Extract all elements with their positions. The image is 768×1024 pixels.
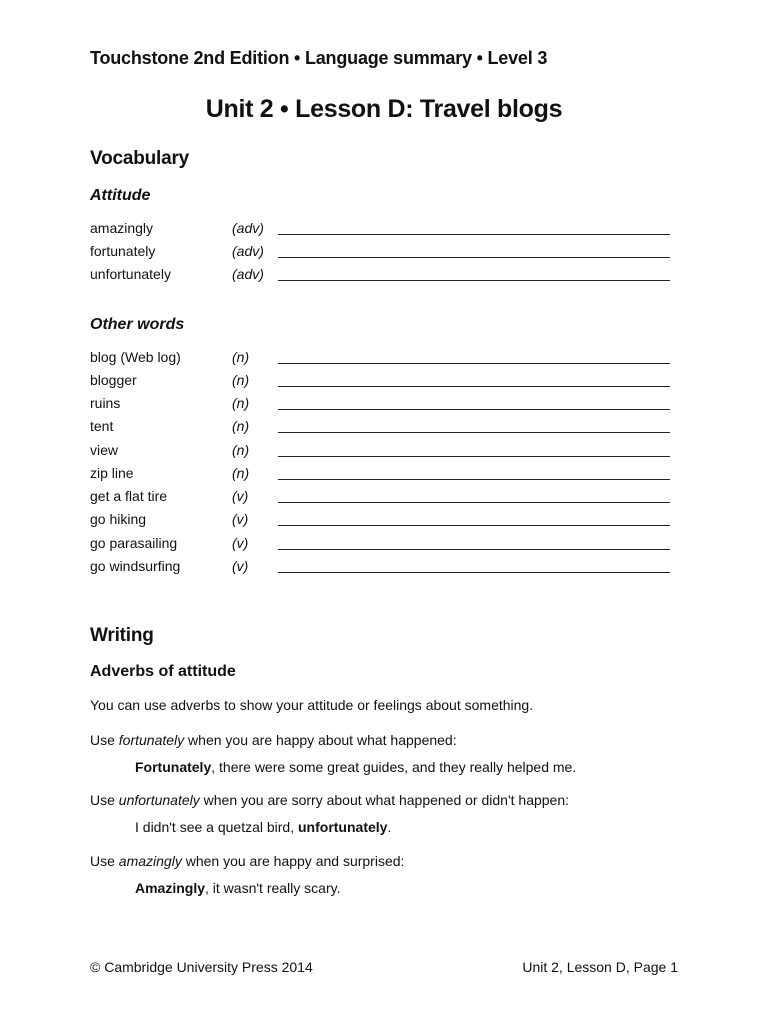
answer-line[interactable] [278,456,670,457]
vocab-pos: (n) [232,395,250,411]
vocab-row [90,395,690,417]
example-text [135,819,391,835]
vocab-word: get a flat tire [90,488,168,504]
rule-term: unfortunately [118,792,200,808]
vocab-word: go windsurfing [90,558,181,574]
vocab-word: amazingly [90,220,154,236]
example-bold: Amazingly [135,880,206,896]
page-title: Unit 2 • Lesson D: Travel blogs [205,95,563,123]
vocab-pos: (adv) [232,220,264,236]
example-suffix: . [387,819,392,835]
answer-line[interactable] [278,363,670,364]
example-bold: unfortunately [298,819,388,835]
vocab-row [90,243,690,265]
other-words-heading: Other words [90,316,185,333]
vocab-word: go parasailing [90,535,178,551]
example-suffix: , it wasn't really scary. [205,880,341,896]
rule-suffix: when you are sorry about what happened or didn't happen: [199,792,570,808]
rule-text [90,792,569,808]
attitude-heading: Attitude [90,187,151,204]
vocab-row [90,349,690,371]
example-suffix: , there were some great guides, and they really helped me. [211,759,577,775]
vocab-pos: (n) [232,465,250,481]
vocab-row [90,465,690,487]
vocab-row [90,266,690,288]
footer-copyright: © Cambridge University Press 2014 [90,959,313,975]
adverbs-heading: Adverbs of attitude [90,663,236,680]
vocabulary-heading: Vocabulary [90,148,190,169]
vocab-word: ruins [90,395,121,411]
vocab-row [90,220,690,242]
example-text [135,880,340,896]
answer-line[interactable] [278,572,670,573]
answer-line[interactable] [278,386,670,387]
answer-line[interactable] [278,257,670,258]
vocab-word: go hiking [90,511,147,527]
answer-line[interactable] [278,409,670,410]
rule-term: amazingly [118,853,182,869]
answer-line[interactable] [278,280,670,281]
vocab-word: tent [90,418,114,434]
vocab-word: blogger [90,372,137,388]
answer-line[interactable] [278,479,670,480]
vocab-row [90,558,690,580]
writing-heading: Writing [90,625,154,646]
vocab-word: fortunately [90,243,156,259]
rule-suffix: when you are happy about what happened: [184,732,457,748]
intro-text: You can use adverbs to show your attitude or feelings about something. [90,697,534,713]
vocab-row [90,535,690,557]
answer-line[interactable] [278,432,670,433]
answer-line[interactable] [278,502,670,503]
vocab-word: unfortunately [90,266,171,282]
rule-prefix: Use [90,792,119,808]
rule-prefix: Use [90,853,119,869]
vocab-pos: (n) [232,349,250,365]
answer-line[interactable] [278,549,670,550]
answer-line[interactable] [278,525,670,526]
vocab-word: view [90,442,119,458]
vocab-pos: (v) [232,558,249,574]
rule-text [90,853,404,869]
vocab-word: blog (Web log) [90,349,181,365]
rule-prefix: Use [90,732,119,748]
vocab-row [90,372,690,394]
answer-line[interactable] [278,234,670,235]
example-prefix: I didn't see a quetzal bird, [135,819,298,835]
vocab-row [90,511,690,533]
page-header: Touchstone 2nd Edition • Language summary • Level 3 [90,48,548,68]
rule-text [90,732,457,748]
vocab-pos: (v) [232,488,249,504]
vocab-pos: (n) [232,418,250,434]
vocab-row [90,488,690,510]
vocab-row [90,418,690,440]
example-text [135,759,576,775]
rule-suffix: when you are happy and surprised: [181,853,405,869]
vocab-row [90,442,690,464]
footer-page-info: Unit 2, Lesson D, Page 1 [522,959,678,975]
vocab-pos: (v) [232,535,249,551]
rule-term: fortunately [118,732,185,748]
vocab-word: zip line [90,465,134,481]
vocab-pos: (n) [232,372,250,388]
vocab-pos: (adv) [232,266,264,282]
example-bold: Fortunately [135,759,212,775]
vocab-pos: (v) [232,511,249,527]
vocab-pos: (n) [232,442,250,458]
vocab-pos: (adv) [232,243,264,259]
